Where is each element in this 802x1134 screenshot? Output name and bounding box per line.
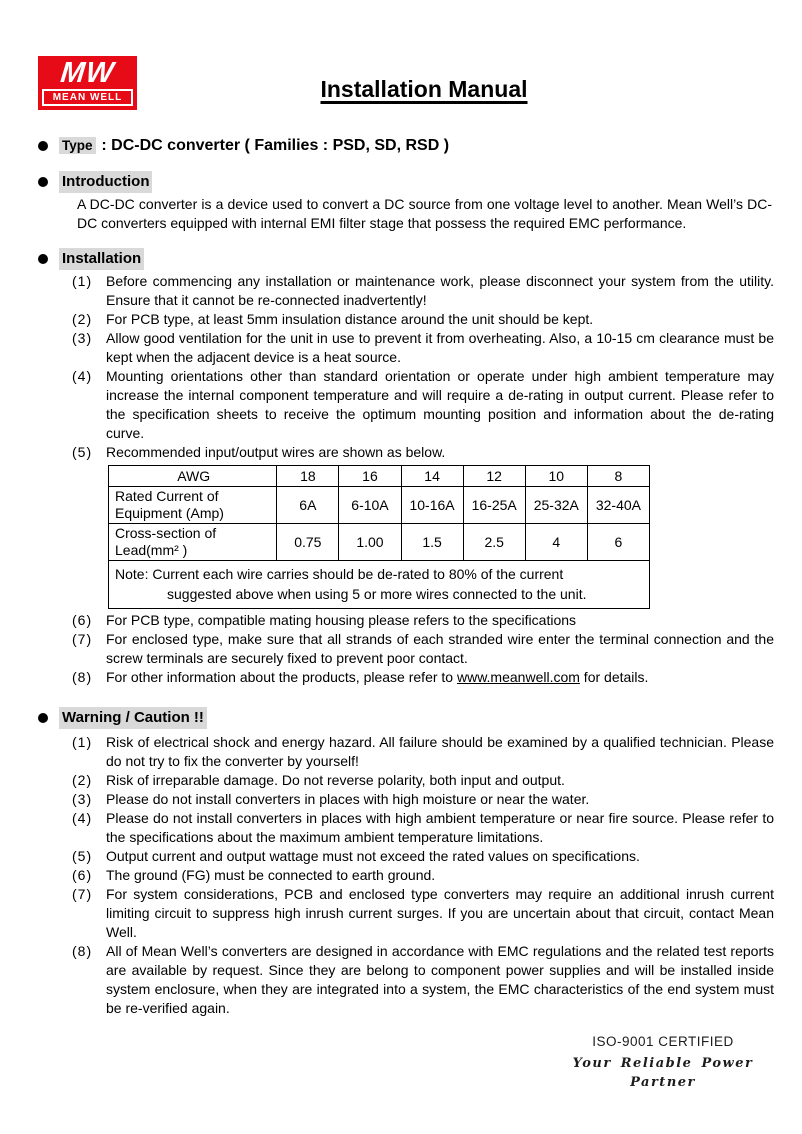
list-item bbox=[72, 310, 774, 329]
item-text: For PCB type, at least 5mm insulation distance around the unit should be kept. bbox=[106, 311, 594, 327]
table-cell: 1.5 bbox=[401, 524, 463, 561]
meanwell-website-link[interactable]: www.meanwell.com bbox=[456, 669, 580, 685]
item-text: Output current and output wattage must not exceed the rated values on specifications. bbox=[106, 848, 640, 864]
list-item bbox=[72, 942, 774, 1018]
table-header-cell: 8 bbox=[587, 466, 649, 487]
table-cell: 6A bbox=[277, 487, 339, 524]
note-line-1: Note: Current each wire carries should be de-rated to 80% of the current bbox=[115, 566, 564, 582]
item-number: (4) bbox=[72, 368, 93, 384]
header bbox=[0, 0, 802, 128]
iso-certified-text: ISO-9001 CERTIFIED bbox=[592, 1034, 734, 1049]
footer bbox=[543, 1033, 783, 1092]
item-number: (7) bbox=[72, 886, 93, 902]
table-header-cell: 16 bbox=[339, 466, 401, 487]
item-text: Risk of electrical shock and energy hazard. All failure should be examined by a qualified technician. Please do not try to fix the converter by yourself! bbox=[106, 734, 774, 769]
installation-items bbox=[72, 272, 774, 462]
title-wrap bbox=[0, 76, 802, 102]
item-number: (3) bbox=[72, 791, 93, 807]
installation-items-after-table bbox=[72, 611, 774, 687]
item-text bbox=[106, 668, 774, 687]
list-item bbox=[72, 630, 774, 668]
list-item bbox=[72, 272, 774, 310]
list-item bbox=[72, 443, 774, 462]
list-item bbox=[72, 367, 774, 443]
item-text: Please do not install converters in places with high moisture or near the water. bbox=[106, 791, 590, 807]
introduction-body: A DC-DC converter is a device used to convert a DC source from one voltage level to another. Mean Well’s DC-DC converters equipped with internal EMI filter stage that possess the required EMC performance. bbox=[77, 196, 772, 231]
table-cell: 32-40A bbox=[587, 487, 649, 524]
list-item bbox=[72, 329, 774, 367]
item-number: (1) bbox=[72, 273, 93, 289]
warning-section bbox=[0, 707, 802, 1018]
slogan-text: Your Reliable Power Partner bbox=[572, 1056, 754, 1090]
item-text: For system considerations, PCB and enclosed type converters may require an additional inrush current limiting circuit to suppress high inrush current surges. If you are uncertain about that circuit, contact Mean Well. bbox=[106, 886, 774, 940]
logo-brand-name: MEAN WELL bbox=[42, 89, 133, 106]
installation-section bbox=[0, 248, 802, 687]
table-cell: 16-25A bbox=[463, 487, 525, 524]
warning-heading: Warning / Caution !! bbox=[59, 707, 207, 729]
table-note-row bbox=[109, 561, 650, 609]
item-text: For PCB type, compatible mating housing please refers to the specifications bbox=[106, 612, 577, 628]
item-number: (2) bbox=[72, 772, 93, 788]
table-row-label: Cross-section of Lead(mm² ) bbox=[109, 524, 277, 561]
item-number: (5) bbox=[72, 444, 93, 460]
list-item bbox=[72, 809, 774, 847]
installation-heading-row bbox=[38, 248, 802, 270]
table-cell: 6-10A bbox=[339, 487, 401, 524]
introduction-heading-row bbox=[38, 171, 802, 193]
logo-mw-monogram: MW bbox=[59, 57, 116, 89]
item-text: For enclosed type, make sure that all strands of each stranded wire enter the terminal connection and the screw terminals are securely fixed to prevent poor contact. bbox=[106, 631, 774, 666]
item-number: (8) bbox=[72, 669, 93, 685]
list-item bbox=[72, 866, 774, 885]
table-header-cell: 18 bbox=[277, 466, 339, 487]
table-row bbox=[109, 487, 650, 524]
table-row-label: Rated Current of Equipment (Amp) bbox=[109, 487, 277, 524]
table-header-cell: 10 bbox=[525, 466, 587, 487]
table-cell: 4 bbox=[525, 524, 587, 561]
table-header-row bbox=[109, 466, 650, 487]
table-cell: 0.75 bbox=[277, 524, 339, 561]
list-item bbox=[72, 611, 774, 630]
item-number: (3) bbox=[72, 330, 93, 346]
list-item bbox=[72, 885, 774, 942]
item-number: (7) bbox=[72, 631, 93, 647]
item-text: Recommended input/output wires are shown as below. bbox=[106, 444, 446, 460]
introduction-section bbox=[0, 171, 802, 233]
bullet-icon bbox=[38, 254, 48, 264]
item-text: Risk of irreparable damage. Do not reverse polarity, both input and output. bbox=[106, 772, 565, 788]
list-item bbox=[72, 771, 774, 790]
bullet-icon bbox=[38, 141, 48, 151]
item-text: Allow good ventilation for the unit in use to prevent it from overheating. Also, a 10-15 cm clearance must be kept when the adjacent device is a heat source. bbox=[106, 330, 774, 365]
warning-heading-row bbox=[38, 707, 802, 729]
table-note-cell bbox=[109, 561, 650, 609]
page-title: Installation Manual bbox=[320, 76, 528, 102]
table-header-cell: 12 bbox=[463, 466, 525, 487]
item-text: Mounting orientations other than standard orientation or operate under high ambient temperature may increase the internal component temperature and will require a de-rating in output current. Please refer to the specification sheets to receive the optimum mounting position and information about the de-rating curve. bbox=[106, 368, 774, 441]
installation-heading: Installation bbox=[59, 248, 144, 270]
table-cell: 1.00 bbox=[339, 524, 401, 561]
table-cell: 25-32A bbox=[525, 487, 587, 524]
item-text-after-link: for details. bbox=[579, 669, 649, 685]
item-number: (5) bbox=[72, 848, 93, 864]
table-header-cell: 14 bbox=[401, 466, 463, 487]
item-text: Before commencing any installation or maintenance work, please disconnect your system from the utility. Ensure that it cannot be re-connected inadvertently! bbox=[106, 273, 774, 308]
list-item bbox=[72, 668, 774, 687]
list-item bbox=[72, 847, 774, 866]
note-line-2: suggested above when using 5 or more wires connected to the unit. bbox=[167, 586, 587, 602]
table-cell: 10-16A bbox=[401, 487, 463, 524]
item-number: (4) bbox=[72, 810, 93, 826]
item-number: (1) bbox=[72, 734, 93, 750]
type-value: : DC-DC converter ( Families : PSD, SD, RSD ) bbox=[101, 137, 450, 154]
bullet-icon bbox=[38, 177, 48, 187]
table-row bbox=[109, 524, 650, 561]
table-header-cell: AWG bbox=[109, 466, 277, 487]
item-number: (8) bbox=[72, 943, 93, 959]
item-number: (6) bbox=[72, 612, 93, 628]
item-text: Please do not install converters in places with high ambient temperature or near fire source. Please refer to the specifications about the maximum ambient temperature limitations. bbox=[106, 810, 774, 845]
introduction-heading: Introduction bbox=[59, 171, 152, 193]
table-cell: 2.5 bbox=[463, 524, 525, 561]
item-text: All of Mean Well’s converters are designed in accordance with EMC regulations and the related test reports are available by request. Since they are belong to component power supplies and will be installed inside system enclosure, when they are integrated into a system, the EMC characteristics of the end system must be re-verified again. bbox=[106, 943, 774, 1016]
warning-items bbox=[72, 733, 774, 1018]
item-number: (2) bbox=[72, 311, 93, 327]
list-item bbox=[72, 733, 774, 771]
wire-recommendation-table bbox=[108, 465, 650, 609]
item-text: The ground (FG) must be connected to earth ground. bbox=[106, 867, 436, 883]
list-item bbox=[72, 790, 774, 809]
type-section bbox=[38, 136, 802, 156]
type-label: Type bbox=[59, 137, 96, 154]
table-cell: 6 bbox=[587, 524, 649, 561]
bullet-icon bbox=[38, 713, 48, 723]
item-text-before-link: For other information about the products, please refer to bbox=[106, 669, 457, 685]
item-number: (6) bbox=[72, 867, 93, 883]
